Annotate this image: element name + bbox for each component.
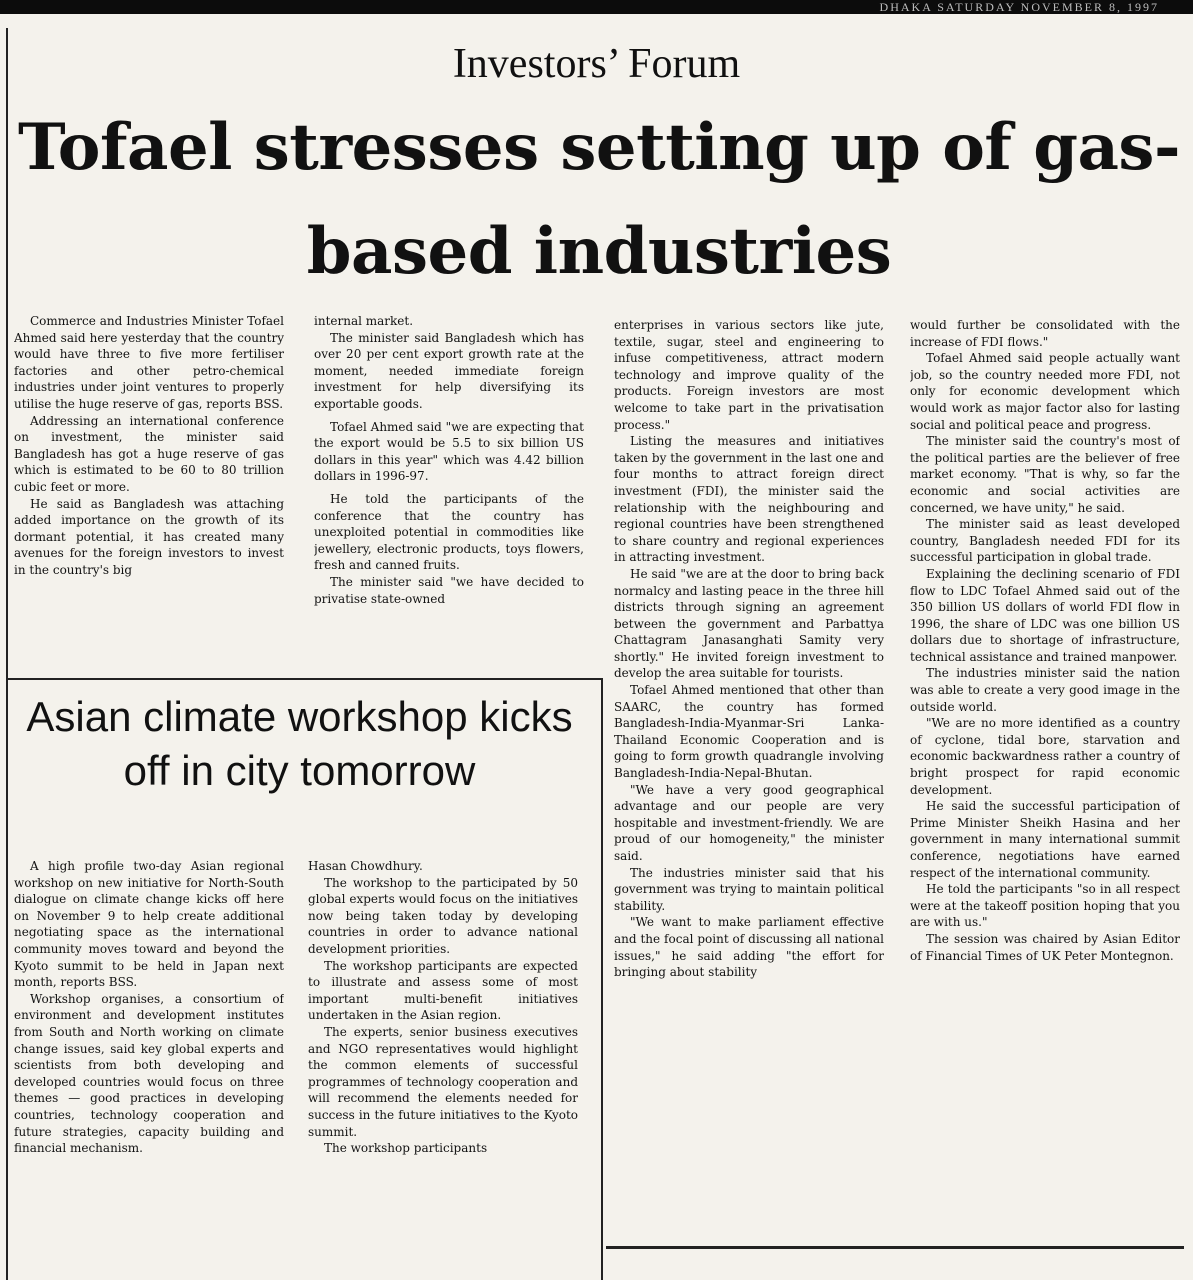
paragraph: Workshop organises, a consortium of environment and development institutes from South and North working on climate change issues, said key global experts and scientists from both developing and developed countries would focus on three themes — good practices in developing countries, technology cooperation and future strategies, capacity building and financial mechanism.: [14, 991, 284, 1156]
paragraph: The minister said as least developed country, Bangladesh needed FDI for its successful participation in global trade.: [910, 517, 1180, 565]
section-kicker: Investors’ Forum: [452, 41, 741, 87]
section-divider: [606, 1246, 1184, 1249]
paragraph: He told the participants "so in all respect were at the takeoff position hoping that you are with us.": [910, 882, 1180, 930]
column-rule: [6, 28, 8, 678]
paragraph: He said as Bangladesh was attaching added importance on the growth of its dormant potential, it has created many avenues for the foreign investors to invest in the country's big: [14, 496, 284, 577]
paragraph: internal market.: [314, 314, 414, 328]
paragraph: The experts, senior business executives and NGO representatives would highlight the common elements of successful programmes of technology cooperation and will recommend the elements needed for success in the future initiatives to the Kyoto summit.: [308, 1024, 578, 1139]
paragraph: The minister said the country's most of the political parties are the believer of free market economy. "That is why, so far the economic and social activities are concerned, we have unity," he said.: [910, 434, 1180, 515]
main-headline: Tofael stresses setting up of gas-based industries: [17, 110, 1181, 289]
story2-column-2: [308, 858, 578, 1258]
paragraph: Listing the measures and initiatives taken by the government in the last one and four months to attract foreign direct investment (FDI), the minister said the relationship with the neighbouring and regional countries have been strengthened to share country and regional experiences in attracting investment.: [614, 434, 884, 565]
paragraph: The industries minister said that his government was trying to maintain political stability.: [614, 865, 884, 913]
paragraph: The minister said Bangladesh which has over 20 per cent export growth rate at the moment, needed immediate foreign investment for help diversifying its exportable goods.: [314, 330, 584, 411]
story1-column-3: [614, 317, 884, 1229]
paragraph: Commerce and Industries Minister Tofael Ahmed said here yesterday that the country would have three to five more fertiliser factories and other petro-chemical industries under joint ventures to properly utilise the huge reserve of gas, reports BSS.: [14, 314, 284, 411]
secondary-headline: Asian climate workshop kicks off in city tomorrow: [26, 693, 573, 794]
paragraph: Tofael Ahmed mentioned that other than SAARC, the country has formed Bangladesh-India-Myanmar-Sri Lanka-Thailand Economic Cooperation and is going to form growth quadrangle involving Bangladesh-India-Nepal-Bhutan.: [614, 683, 884, 781]
paragraph: A high profile two-day Asian regional workshop on new initiative for North-South dialogue on climate change kicks off here on November 9 to help create additional negotiating space as the international community moves toward and beyond the Kyoto summit to be held in Japan next month, reports BSS.: [14, 859, 284, 990]
paragraph: He said "we are at the door to bring back normalcy and lasting peace in the three hill districts through signing an agreement between the government and Parbattya Chattagram Janasanghati Samity very shortly." He invited foreign investment to develop the area suitable for tourists.: [614, 566, 884, 681]
paragraph: "We have a very good geographical advantage and our people are very hospitable and investment-friendly. We are proud of our homogeneity," the minister said.: [614, 782, 884, 863]
paragraph: Addressing an international conference on investment, the minister said Bangladesh has got a huge reserve of gas which is estimated to be 60 to 80 trillion cubic feet or more.: [14, 413, 284, 494]
story1-column-1: [14, 313, 284, 671]
paragraph: Hasan Chowdhury.: [308, 859, 423, 873]
paragraph: He told the participants of the conference that the country has unexploited potential in commodities like jewellery, electronic products, toys flowers, fresh and canned fruits.: [314, 491, 584, 573]
paragraph: The session was chaired by Asian Editor of Financial Times of UK Peter Montegnon.: [910, 931, 1180, 963]
paragraph: He said the successful participation of Prime Minister Sheikh Hasina and her government in many international summit conference, negotiations have earned respect of the international community.: [910, 799, 1180, 880]
story1-column-2: [314, 313, 584, 671]
paragraph: enterprises in various sectors like jute, textile, sugar, steel and engineering to infuse competitiveness, attract modern technology and improve quality of the products. Foreign investors are most welcome to take part in the privatisation process.": [614, 318, 884, 432]
story2-column-1: [14, 858, 284, 1258]
paragraph: Tofael Ahmed said people actually want job, so the country needed more FDI, not only for economic development which would work as major factor also for lasting social and political peace and progress.: [910, 351, 1180, 432]
paragraph: The industries minister said the nation was able to create a very good image in the outside world.: [910, 666, 1180, 714]
masthead-date-strip: [0, 0, 1193, 14]
paragraph: The workshop to the participated by 50 global experts would focus on the initiatives now being taken today by developing countries in order to advance national development priorities.: [308, 875, 578, 956]
paragraph: The workshop participants are expected to illustrate and assess some of most important multi-benefit initiatives undertaken in the Asian region.: [308, 958, 578, 1023]
story1-column-4: [910, 317, 1180, 1229]
paragraph: "We are no more identified as a country of cyclone, tidal bore, starvation and economic backwardness rather a country of bright prospect for rapid economic development.: [910, 716, 1180, 797]
dateline: DHAKA SATURDAY NOVEMBER 8, 1997: [879, 0, 1159, 14]
paragraph: The workshop participants: [324, 1141, 488, 1156]
paragraph: Explaining the declining scenario of FDI flow to LDC Tofael Ahmed said out of the 350 billion US dollars of world FDI flow in 1996, the share of LDC was one billion US dollars due to shortage of infrastructure, technical assistance and trained manpower.: [910, 566, 1180, 664]
paragraph: The minister said "we have decided to privatise state-owned: [314, 574, 584, 606]
paragraph: would further be consolidated with the increase of FDI flows.": [910, 318, 1180, 349]
paragraph: Tofael Ahmed said "we are expecting that the export would be 5.5 to six billion US dollars in this year" which was 4.42 billion dollars in 1996-97.: [314, 419, 584, 484]
paragraph: "We want to make parliament effective and the focal point of discussing all national issues," he said adding "the effort for bringing about stability: [614, 915, 884, 980]
